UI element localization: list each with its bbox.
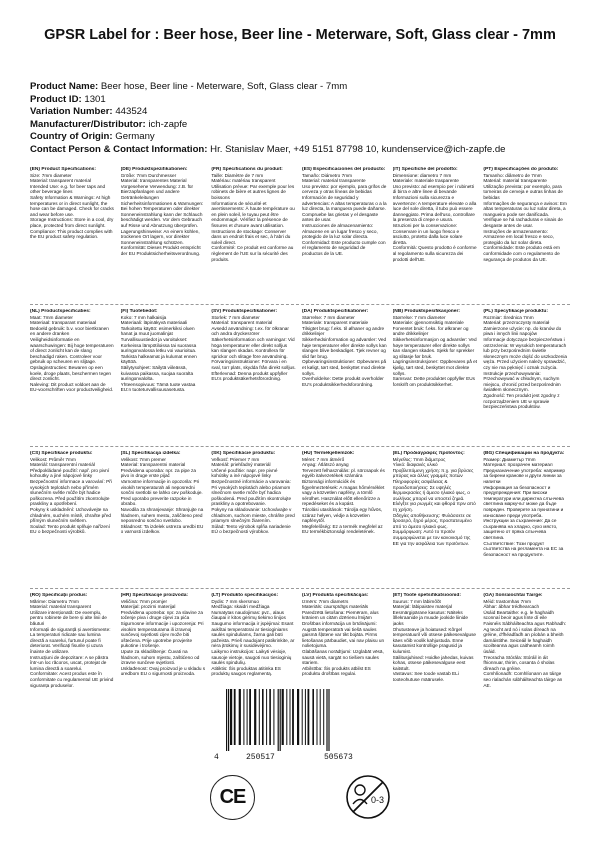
- language-section: [121, 451, 208, 586]
- section-body: Tamaño: Diámetro 7mm Material: material transparente Uso previsto: por ejemplo, para grifos de cerveza y otras líneas de bebidas Información de seguridad y advertencias: A altas temperaturas o a la luz directa, la manguera puede dañarse. Compruebe las grietas y el desgaste antes de usar. Instrucciones de almacenamiento: Almacene en un lugar fresco y seco, protegido de la luz solar directa. Conformidad: Este producto cumple con el reglamento de seguridad de productos de la UE.: [301, 172, 387, 256]
- age-warning-icon: [344, 773, 392, 821]
- section-heading: (ET) Toote spetsifikatsioonid:: [392, 593, 462, 598]
- section-heading: (DE) Produktspezifikationen:: [120, 167, 188, 172]
- barcode-bar: [239, 689, 241, 745]
- barcode-guard-bar: [280, 689, 281, 751]
- barcode-bar: [297, 689, 299, 745]
- section-body: Tamanho: diâmetro de 7mm Material: material transparente Utilização prevista: por exemplo, para torneiras de cerveja e outras linhas de bebidas Informações de segurança e avisos: Em altas temperaturas ou luz solar direta, a mangueira pode ser danificada. Verifique se há rachaduras e sinais de desgaste antes de usar. Instruções de armazenamento: Armazene em local fresco e seco, protegido da luz solar direta. Conformidade: Este produto está em conformidade com o regulamento de segurança de produtos da UE.: [483, 172, 567, 262]
- language-section: [483, 593, 570, 728]
- language-section: [393, 167, 480, 302]
- info-product-id: Product ID: 1301: [30, 93, 106, 105]
- language-section: [302, 309, 389, 444]
- section-heading: (FI) Tuotetiedot:: [120, 309, 158, 314]
- barcode-bar: [269, 689, 271, 745]
- info-country: Country of Origin: Germany: [30, 131, 155, 143]
- barcode-bar: [320, 689, 321, 745]
- section-divider: [30, 304, 570, 305]
- barcode-bar: [254, 689, 256, 745]
- barcode-bar: [317, 689, 318, 745]
- section-body: Dydis: 7 mm skersmuo Medžiaga: skaidri medžiaga Numatytas naudojimas: pvz., alaus čiaupai ir kitos gėrimų tiekimo linijos Saugumo informacija ir įspėjimai: Esant aukštai temperatūrai ar tiesioginiams saulės spinduliams, žarna gali būti pažeista. Prieš naudojant patikrinkite, ar nėra įtrūkimų ir susidėvėjimo. Laikymo instrukcijos: Laikyti vėsioje, sausoje vietoje, saugoti nuo tiesioginių saulės spindulių. Atitiktis: Šis produktas atitinka ES produktų saugos reglamentą.: [211, 598, 295, 677]
- age-warning-label: 0-3: [371, 795, 385, 805]
- section-heading: (IT) Specifiche del prodotto:: [392, 167, 458, 172]
- section-body: Größe: 7mm Durchmesser Material: transparentes Material Vorgesehene Verwendung: z.B. für Bierzapfanlagen und andere Getränkeleitungen Sicherheitsinformationen & Warnungen: Bei hohen Temperaturen oder direkter Sonneneinstrahlung kann der Schlauch beschädigt werden. Vor dem Gebrauch auf Risse und Abnutzung überprüfen. Lagerungshinweise: An einem kühlen, trockenen Ort lagern, vor direkter Sonneneinstrahlung schützen. Konformität: Dieses Produkt entspricht der EU Produktsicherheitsverordnung.: [120, 172, 204, 256]
- language-section: [483, 451, 570, 586]
- section-heading: (EL) Προδιαγραφές προϊόντος:: [392, 451, 465, 456]
- info-variation-number: Variation Number: 443524: [30, 106, 148, 118]
- section-heading: (SL) Specifikacija izdelka:: [120, 451, 181, 456]
- section-heading: (NL) Productspecificaties:: [30, 309, 91, 314]
- language-section: [211, 451, 298, 586]
- section-body: Velikost: Průměr 7mm Materiál: transparentní materiál Předpokládané použití: např. pro pivní kohoutky a jiné nápojové linky Bezpečnostní informace a varování: Při vysokých teplotách nebo přímém slunečním světle může být hadice poškozena. Před použitím zkontrolujte praskliny a opotřebení. Pokyny k uskladnění: Uchovávejte na chladném, suchém místě, chraňte před přímým slunečním světlem. Soulad: Tento produkt splňuje nařízení EU o bezpečnosti výrobků.: [30, 456, 112, 535]
- barcode-bar: [266, 689, 267, 745]
- barcode-bar: [308, 689, 310, 745]
- section-body: Maat: 7mm diameter Materiaal: transparant materiaal Bedoeld gebruik: b.v. voor biertkranen en andere dranken Veiligheidsinformatie en waarschuwingen: Bij hoge temperaturen of direct zonlicht kan de slang beschadigd raken. Controleer voor gebruik op scheuren en slijtage. Opslaginstructies: Bewaren op een koele, droge plaats, beschermen tegen direct zonlicht. Naleving: Dit product voldoet aan de EU-voorschriften voor productveiligheid.: [30, 314, 114, 393]
- section-heading: (LT) Produkto specifikacijos:: [211, 593, 279, 598]
- section-body: Rozmiar: Średnica 7mm Materiał: przezroczysty materiał Zamierzone użycie: np. do kranów do piwa i innych linii napojów Informacje dotyczące bezpieczeństwa i ostrzeżenia: W wysokich temperaturach lub przy bezpośrednim świetle słonecznym może dojść do uszkodzenia węża. Przed użyciem należy sprawdzić, czy nie ma pęknięć i oznak zużycia. Instrukcje przechowywania: Przechowywać w chłodnym, suchym miejscu, chronić przed bezpośrednim światłem słonecznym. Zgodność: Ten produkt jest zgodny z rozporządzeniem UE w sprawie bezpieczeństwa produktów.: [483, 314, 567, 410]
- barcode-bar: [249, 689, 251, 745]
- barcode-right-group: 505673: [324, 753, 353, 762]
- language-section: [393, 451, 480, 586]
- language-section: [30, 451, 117, 586]
- barcode-bar: [302, 689, 303, 745]
- barcode-bar: [286, 689, 287, 745]
- language-section: [30, 593, 117, 728]
- section-heading: (HR) Specifikacije proizvoda:: [120, 593, 189, 598]
- barcode-bar: [262, 689, 264, 745]
- section-heading: (NB) Produktspesifikasjoner:: [392, 309, 461, 314]
- barcode-left-digit: 4: [214, 753, 219, 762]
- barcode-bars: [212, 689, 387, 753]
- section-body: Méid: trastomhas 7mm Ábhar: ábhar trédhearcach Úsáid Beartaithe: e.g. le haghaidh sconnaí beoir agus línte dí eile Faisnéis Sábháilteachta agus Rabhadh: Ag teocht ard nó i solas díreach na gréine, d'fhéadfadh an píobán a bheith damáistithe. Seiceáil le haghaidh scoilteanna agus caitheamh roimh úsáid. Treoracha Stórála: Stóráil in áit fhionnuar, thirim, cosanta ó sholas díreach na gréine. Comhlíonadh: Comhlíonann an táirge seo rialachán sábháilteachta táirge an AE.: [483, 598, 567, 688]
- section-body: Izmērs: 7mm diametrs Materiāls: caurspīdīgs materiāls Paredzētā lietošana: Piemēram, alus krāniem un citām dzērienu līnijām Drošības informācija un brīdinājumi: Augstā temperatūrā vai tiešā saules gaismā šļūtene var tikt bojāta. Pirms lietošanas pārbaudiet, vai nav plaisu un nolietojuma. Glabāšanas norādījumi: Uzglabāt vēsā, sausā vietā, sargāt no tiešiem saules stariem. Atbilstība: Šis produkts atbilst ES produktu drošības regulai.: [301, 598, 385, 677]
- language-section: [483, 309, 570, 444]
- barcode-bar: [323, 689, 324, 745]
- section-body: Veličina: 7mm promjer Materijal: prozirni materijal Predviđena upotreba: npr. za slavine za točenje piva i druge cijevi za pića Sigurnosne informacije i upozorenja: Pri visokim temperaturama ili izravnoj sunčevoj svjetlosti cijev može biti oštećena. Prije upotrebe provjerite pukotine i trošenje. Upute za skladištenje: Čuvati na hladnom, suhom mjestu, zaštićeno od izravne sunčeve svjetlosti. Usklađenost: Ovaj proizvod je u skladu s uredbom EU o sigurnosti proizvoda.: [120, 598, 206, 677]
- language-section: [211, 309, 298, 444]
- barcode-guard-bar: [328, 689, 329, 751]
- section-divider: [30, 588, 570, 589]
- language-section: [30, 167, 117, 302]
- section-heading: (ES) Especificaciones del producto:: [301, 167, 386, 172]
- barcode-mid-group: 250517: [246, 753, 275, 762]
- barcode-bar: [234, 689, 236, 745]
- language-section: [30, 309, 117, 444]
- section-heading: (DA) Produktspecifikationer:: [301, 309, 369, 314]
- section-heading: (PT) Especificações do produto:: [483, 167, 559, 172]
- section-heading: (SV) Produktspecifikationer:: [211, 309, 278, 314]
- section-heading: (BG) Спецификации на продукта:: [483, 451, 565, 456]
- barcode-guard-bar: [228, 689, 229, 751]
- language-section: [302, 451, 389, 586]
- section-body: Størrelse: 7 mm diameter Materiale: gjennomsiktig materiale Forventet bruk: f.eks. for ølkraner og andre drikkelinjer Sikkerhetsinformasjon og advarsler: Ved høye temperaturer eller direkte sollys kan slangen skades. Sjekk for sprekker og slitasje før bruk. Lagringsinstruksjoner: Oppbevares på et kjølig, tørt sted, beskyttet mot direkte sollys. Samsvar: Dette produktet oppfyller EUs forskrift om produktsikkerhet.: [392, 314, 478, 387]
- barcode-guard-bar: [326, 689, 327, 751]
- barcode-bar: [305, 689, 306, 745]
- info-product-name: Product Name: Beer hose, Beer line - Meterware, Soft, Glass clear - 7mm: [30, 81, 348, 92]
- section-body: Velikost: 7mm premer Material: transparentni material Predvidena uporaba: npr. za pipe za pivo in druge vrste pijač Varnostne informacije in opozorila: Pri visokih temperaturah ali neposredni sončni svetlobi se lahko cev poškoduje. Pred uporabo preverite razpoke in obrabo. Navodila za shranjevanje: Shranjujte na hladnem, suhem mestu, zaščiteno pred neposredno sončno svetlobo. Skladnost: Ta izdelek ustreza uredbi EU o varnosti izdelkov.: [120, 456, 204, 535]
- language-section: [393, 593, 480, 728]
- barcode-bar: [230, 689, 232, 745]
- section-body: Size: 7mm diameter Material: transparent material Intended Use: e.g. for beer taps and other beverage lines Safety Information & Warnings: At high temperatures or in direct sunlight, the hose can be damaged. Check for cracks and wear before use. Storage Instructions: Store in a cool, dry place, protected from direct sunlight. Compliance: This product complies with the EU product safety regulation.: [30, 172, 114, 240]
- language-section: [302, 167, 389, 302]
- info-contact: Contact Person & Contact Information: Hr. Stanislav Maer, +49 5151 87798 10, kundenservice@ich-zapfe.de: [30, 143, 506, 155]
- section-body: Μέγεθος: 7mm διάμετρος Υλικό: διαφανές υλικό Προβλεπόμενη χρήση: π.χ. για βρύσες μπύρας και άλλες γραμμές ποτών Πληροφορίες ασφάλειας & προειδοποιήσεις: Σε υψηλές θερμοκρασίες ή άμεσο ηλιακό φως, ο σωλήνας μπορεί να υποστεί ζημιά. Ελέγξτε για ρωγμές και φθορά πριν από τη χρήση. Οδηγίες αποθήκευσης: Φυλάσσετε σε δροσερό, ξηρό μέρος, προστατευμένο από το άμεσο ηλιακό φως. Συμμόρφωση: Αυτό το προϊόν συμμορφώνεται με τον κανονισμό της ΕΕ για την ασφάλεια των προϊόντων.: [392, 456, 476, 546]
- barcode-guard-bar: [278, 689, 279, 751]
- section-body: Storlek: 7 mm diameter Material: transparent material Avsedd användning: t.ex. för ölkranar och andra dryckesrörer Säkerhetsinformation och varningar: Vid höga temperaturer eller direkt solljus kan slangen skadas. Kontrollera för sprickor och slitage före användning. Förvaringsinstruktioner: Förvara i en sval, torr plats, skydda från direkt solljus. Efterlevnad: Denna produkt uppfyller EU:s produktsäkerhetsförordning.: [211, 314, 296, 382]
- section-heading: (EN) Product Specifications:: [30, 167, 97, 172]
- barcode-bar: [273, 689, 274, 745]
- info-manufacturer: Manufacturer/Distributor: ich-zapfe: [30, 118, 188, 130]
- barcode-bar: [259, 689, 260, 745]
- language-sections: [30, 167, 570, 728]
- section-heading: (FR) Spécifications du produit:: [211, 167, 283, 172]
- language-section: [121, 593, 208, 728]
- section-heading: (GA) Sonraíochtaí Táirge:: [483, 593, 543, 598]
- section-body: Suurus: 7 mm läbimõõt Materjal: läbipaistev materjal Eesmärgipärane kasutus: Näiteks õllekraanide ja muude jookide liinide jaoks Ohutusteave ja hoiatused: Kõrgel temperatuuril või otsese päikesevalguse käes võib voolik kahjustuda. Enne kasutamist kontrollige pragusid ja kulumist. Säilitusjuhised: Hoidke jahedas, kuivas kohas, otsese päikesevalguse eest kaitstult. Vastavus: See toode vastab ELi tooteohutuse määrusele.: [392, 598, 477, 682]
- barcode-bar: [312, 689, 314, 745]
- section-heading: (CS) Specifikace produktu:: [30, 451, 93, 456]
- section-body: Dimensione: diametro 7 mm Materiale: materiale trasparente Uso previsto: ad esempio per i rubinetti di birra e altre linee di bevande Informazioni sulla sicurezza e avvertenze: A temperature elevate o alla luce del sole diretta, il tubo può essere danneggiato. Prima dell'uso, controllare la presenza di crepe e usura. Istruzioni per la conservazione: Conservare in un luogo fresco e asciutto, protetto dalla luce solare diretta. Conformità: Questo prodotto è conforme al regolamento sulla sicurezza dei prodotti dell'UE.: [392, 172, 477, 262]
- section-body: Méret: 7 mm átmérő Anyag: Átlátszó anyag Tervezett felhasználás: pl. sörcsapok és egyéb italvezetékek számára Biztonsági információk és figyelmeztetések: A magas hőmérséklet vagy a közvetlen napfény, a tömlő sérülhet. Használat előtt ellenőrizze a repedéseket és a kopást. Tárolási utasítások: Tárolja egy hűvös, száraz helyen, védje a közvetlen napfénytől. Megfelelőség: Ez a termék megfelel az EU termékbiztonsági rendeletének.: [301, 456, 385, 535]
- barcode-bar: [292, 689, 294, 745]
- product-info: [30, 81, 575, 157]
- section-heading: (LV) Produkta specifikācijas:: [301, 593, 369, 598]
- ce-mark-icon: CE: [210, 775, 255, 820]
- section-heading: (SK) Špecifikácie produktu:: [211, 451, 276, 456]
- barcode-guard-bar: [226, 689, 227, 751]
- barcode-bar: [243, 689, 244, 745]
- section-heading: (PL) Specyfikacje produktu:: [483, 309, 549, 314]
- language-section: [121, 167, 208, 302]
- section-body: Размер: Диаметър 7mm Материал: прозрачен материал Предназначение употреба: например за бирени кранове и други линии за напитки Информация за безопасност и предупреждения: При високи температури или директна слънчева светлина маркучът може да бъде повреден. Проверете за пукнатини и износване преди употреба. Инструкции за съхранение: Да се съхранява на хладно, сухо място, защитено от пряка слънчева светлина. Съответствие: Този продукт съответства на регламента на ЕС за безопасност на продуктите.: [483, 456, 565, 557]
- barcode-bar: [247, 689, 248, 745]
- language-section: [483, 167, 570, 302]
- section-heading: (HU) Termékjellemzők:: [301, 451, 355, 456]
- barcode-bar: [282, 689, 284, 745]
- language-section: [211, 167, 298, 302]
- section-body: Veľkosť: Priemer 7 mm Materiál: priehľadný materiál Určené použitie: napr. pre pivné kohútiky a iné nápojové linky Bezpečnostné informácie a varovania: Pri vysokých teplotách alebo priamom slnečnom svetle môže byť hadica poškodená. Pred použitím skontrolujte praskliny a opotrebovanie. Pokyny na skladovanie: Uchovávajte v chladnom, suchom mieste, chráňte pred priamym slnečným žiarením. Súlad: Tento výrobok spĺňa nariadenie EÚ o bezpečnosti výrobkov.: [211, 456, 295, 535]
- section-divider: [30, 446, 570, 447]
- barcode-bar: [290, 689, 291, 745]
- language-section: [393, 309, 480, 444]
- barcode: [212, 689, 387, 767]
- section-body: Taille: Diamètre de 7 mm Matériau: matériau transparent Utilisation prévue: Par exemple pour les robinets de bière et autres lignes de boissons Informations de sécurité et avertissements: À haute température ou en plein soleil, le tuyau peut être endommagé. Vérifiez la présence de fissures et d'usure avant utilisation. Instructions de stockage: Conserver dans un endroit frais et sec, à l'abri du soleil direct. Conformité: Ce produit est conforme au règlement de l'UE sur la sécurité des produits.: [211, 172, 295, 262]
- page-title: GPSR Label for : Beer hose, Beer line - Meterware, Soft, Glass clear - 7mm: [44, 27, 556, 43]
- section-body: Koko: 7 mm halkaisija Materiaali: läpinäkyvä materiaali Tarkoitettu käyttö: esimerkiksi oluen hanat ja muut juomalinjat Turvallisuustiedot ja varoitukset: Korkeissa lämpötiloissa tai suorassa auringonvalossa letku voi vaurioitua. Tarkista halkeamat ja kulumat ennen käyttöä. Säilytysohjeet: Säilytä viileässä, kuivassa paikassa, suojaa suoralta auringonvalolta. Yhteensopivuus: Tämä tuote vastaa EU:n tuoteturvallisuusasetusta.: [120, 314, 197, 393]
- section-body: Størrelse: 7 mm diameter Materiale: transparent materiale Tilsigtet brug: f.eks. til ølhaner og andre drikkelinjer Sikkerhedsinformation og advarsler: Ved høje temperaturer eller direkte sollys kan slangen blive beskadiget. Tjek revner og slid før brug. Opbevaringsinstruktioner: Opbevares på et køligt, tørt sted, beskyttet mod direkte sollys. Overholdelse: Dette produkt overholder EU's produktsikkerhedsforordning.: [301, 314, 387, 387]
- language-section: [121, 309, 208, 444]
- section-body: Mărime: Diametru 7mm Material: material transparent Utilizare intenționată: De exemplu, pentru robinete de bere și alte linii de băuturi Informații de siguranță și avertismente: La temperaturi ridicate sau lumina directă a soarelui, furtunul poate fi deteriorat. Verificați fisurile și uzura înainte de utilizare. Instrucțiuni de depozitare: A se păstra într-un loc răcoros, uscat, protejat de lumina directă a soarelui. Conformitate: Acest produs este în conformitate cu regulamentul UE privind siguranța produselor.: [30, 598, 114, 688]
- section-heading: (RO) Specificații produs:: [30, 593, 88, 598]
